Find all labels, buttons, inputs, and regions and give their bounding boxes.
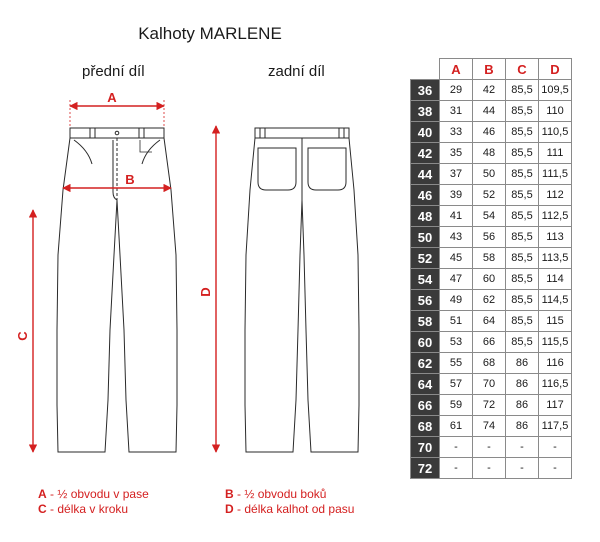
value-cell: 85,5 — [506, 227, 539, 248]
value-cell: 59 — [440, 395, 473, 416]
value-cell: 85,5 — [506, 332, 539, 353]
size-cell: 38 — [411, 101, 440, 122]
value-cell: 29 — [440, 80, 473, 101]
value-cell: 85,5 — [506, 185, 539, 206]
value-cell: 64 — [473, 311, 506, 332]
table-row — [411, 269, 572, 290]
legend-left — [38, 487, 149, 517]
value-cell: 47 — [440, 269, 473, 290]
value-cell: 115 — [539, 311, 572, 332]
value-cell: 66 — [473, 332, 506, 353]
value-cell: - — [473, 458, 506, 479]
legend-c: C - délka v kroku — [38, 502, 129, 516]
size-cell: 44 — [411, 164, 440, 185]
size-cell: 36 — [411, 80, 440, 101]
value-cell: 113 — [539, 227, 572, 248]
size-cell: 70 — [411, 437, 440, 458]
table-row — [411, 416, 572, 437]
value-cell: 111,5 — [539, 164, 572, 185]
size-cell: 42 — [411, 143, 440, 164]
column-header-b: B — [473, 59, 506, 80]
value-cell: 86 — [506, 416, 539, 437]
table-row — [411, 164, 572, 185]
table-row — [411, 185, 572, 206]
value-cell: 46 — [473, 122, 506, 143]
size-table-header — [411, 59, 572, 80]
value-cell: 85,5 — [506, 122, 539, 143]
value-cell: 86 — [506, 395, 539, 416]
value-cell: 45 — [440, 248, 473, 269]
value-cell: 85,5 — [506, 248, 539, 269]
table-row — [411, 290, 572, 311]
value-cell: 35 — [440, 143, 473, 164]
size-cell: 66 — [411, 395, 440, 416]
column-header-d: D — [539, 59, 572, 80]
value-cell: 110,5 — [539, 122, 572, 143]
legend-b: B - ½ obvodu boků — [225, 487, 327, 501]
legend-a: A - ½ obvodu v pase — [38, 487, 149, 501]
value-cell: 85,5 — [506, 206, 539, 227]
value-cell: 85,5 — [506, 164, 539, 185]
size-cell: 60 — [411, 332, 440, 353]
table-row — [411, 353, 572, 374]
legend-right — [225, 487, 354, 517]
value-cell: 116 — [539, 353, 572, 374]
marker-b: B — [125, 172, 135, 187]
value-cell: 39 — [440, 185, 473, 206]
back-view-label: zadní díl — [268, 63, 325, 80]
value-cell: 115,5 — [539, 332, 572, 353]
value-cell: 114,5 — [539, 290, 572, 311]
value-cell: 53 — [440, 332, 473, 353]
size-table — [410, 58, 572, 479]
value-cell: 43 — [440, 227, 473, 248]
size-cell: 58 — [411, 311, 440, 332]
table-row — [411, 458, 572, 479]
value-cell: 55 — [440, 353, 473, 374]
value-cell: - — [506, 437, 539, 458]
value-cell: 48 — [473, 143, 506, 164]
table-row — [411, 395, 572, 416]
value-cell: 85,5 — [506, 311, 539, 332]
value-cell: 49 — [440, 290, 473, 311]
value-cell: - — [539, 458, 572, 479]
table-row — [411, 437, 572, 458]
value-cell: 72 — [473, 395, 506, 416]
page-title: Kalhoty MARLENE — [138, 24, 282, 43]
value-cell: 74 — [473, 416, 506, 437]
value-cell: - — [539, 437, 572, 458]
column-header-c: C — [506, 59, 539, 80]
value-cell: 41 — [440, 206, 473, 227]
table-row — [411, 143, 572, 164]
value-cell: 86 — [506, 374, 539, 395]
table-row — [411, 122, 572, 143]
size-cell: 62 — [411, 353, 440, 374]
value-cell: 109,5 — [539, 80, 572, 101]
size-cell: 50 — [411, 227, 440, 248]
size-cell: 40 — [411, 122, 440, 143]
value-cell: 86 — [506, 353, 539, 374]
value-cell: 117,5 — [539, 416, 572, 437]
value-cell: 60 — [473, 269, 506, 290]
marker-c: C — [15, 331, 30, 341]
value-cell: - — [440, 458, 473, 479]
size-cell: 72 — [411, 458, 440, 479]
value-cell: 37 — [440, 164, 473, 185]
value-cell: 85,5 — [506, 80, 539, 101]
value-cell: - — [506, 458, 539, 479]
value-cell: 68 — [473, 353, 506, 374]
table-row — [411, 248, 572, 269]
size-cell: 54 — [411, 269, 440, 290]
size-cell: 46 — [411, 185, 440, 206]
back-pants-outline — [245, 128, 359, 452]
value-cell: 85,5 — [506, 101, 539, 122]
marker-a: A — [107, 90, 117, 105]
marker-d: D — [198, 287, 213, 297]
value-cell: 51 — [440, 311, 473, 332]
value-cell: 112,5 — [539, 206, 572, 227]
value-cell: 61 — [440, 416, 473, 437]
size-cell: 68 — [411, 416, 440, 437]
value-cell: 44 — [473, 101, 506, 122]
value-cell: 33 — [440, 122, 473, 143]
size-cell: 48 — [411, 206, 440, 227]
value-cell: 113,5 — [539, 248, 572, 269]
column-header-a: A — [440, 59, 473, 80]
size-cell: 56 — [411, 290, 440, 311]
value-cell: 110 — [539, 101, 572, 122]
value-cell: 85,5 — [506, 269, 539, 290]
value-cell: 62 — [473, 290, 506, 311]
table-row — [411, 374, 572, 395]
value-cell: 116,5 — [539, 374, 572, 395]
size-cell: 52 — [411, 248, 440, 269]
size-table-body — [411, 80, 572, 479]
value-cell: 85,5 — [506, 290, 539, 311]
value-cell: 50 — [473, 164, 506, 185]
table-row — [411, 101, 572, 122]
value-cell: 112 — [539, 185, 572, 206]
value-cell: 54 — [473, 206, 506, 227]
legend-d: D - délka kalhot od pasu — [225, 502, 355, 516]
value-cell: 85,5 — [506, 143, 539, 164]
value-cell: 70 — [473, 374, 506, 395]
value-cell: 117 — [539, 395, 572, 416]
value-cell: 57 — [440, 374, 473, 395]
table-row — [411, 311, 572, 332]
table-row — [411, 80, 572, 101]
table-row — [411, 206, 572, 227]
value-cell: 31 — [440, 101, 473, 122]
value-cell: 111 — [539, 143, 572, 164]
value-cell: - — [473, 437, 506, 458]
table-row — [411, 332, 572, 353]
value-cell: - — [440, 437, 473, 458]
value-cell: 52 — [473, 185, 506, 206]
front-view-label: přední díl — [82, 63, 145, 80]
value-cell: 114 — [539, 269, 572, 290]
value-cell: 56 — [473, 227, 506, 248]
value-cell: 58 — [473, 248, 506, 269]
table-row — [411, 227, 572, 248]
front-pants-outline — [57, 128, 177, 452]
size-table-corner — [411, 59, 440, 80]
value-cell: 42 — [473, 80, 506, 101]
size-cell: 64 — [411, 374, 440, 395]
